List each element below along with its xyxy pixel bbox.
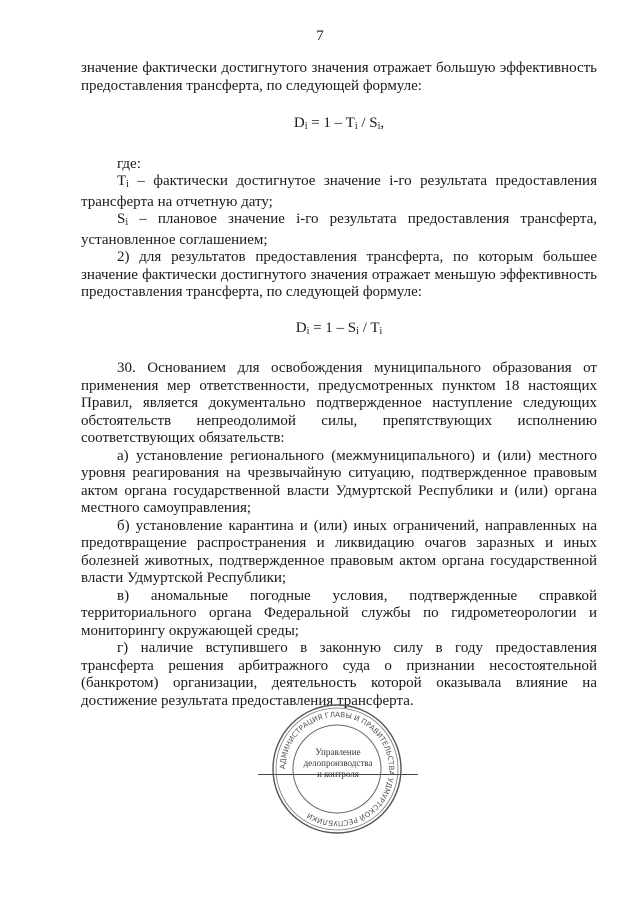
stamp-ring-text: АДМИНИСТРАЦИЯ ГЛАВЫ И ПРАВИТЕЛЬСТВА УДМУРТСКОЙ РЕСПУБЛИКИ — [277, 709, 397, 829]
paragraph-item-2: 2) для результатов предоставления трансферта, по которым большее значение фактически достигнутого значения отражает меньшую эффективность предоставления трансферта, по следующей формуле: — [81, 249, 597, 300]
definition-ti: Ti – фактически достигнутое значение i-го результата предоставления трансферта на отчетную дату; — [81, 173, 597, 210]
paragraph-30-b: б) установление карантина и (или) иных ограничений, направленных на предотвращение распространения и ликвидацию очагов заразных и иных болезней животных, подтвержденное правовым актом органа государственной власти Удмуртской Республики; — [81, 517, 597, 586]
paragraph-30-a: а) установление регионального (межмуниципального) и (или) местного уровня реагирования на чрезвычайную ситуацию, подтвержденное правовым актом органа государственной власти Удмуртской Республики и (или) органа местного самоуправления; — [81, 447, 597, 516]
formula-1: Di = 1 – Ti / Si, — [293, 115, 385, 132]
definition-si: Si – плановое значение i-го результата предоставления трансферта, установленное соглашением; — [81, 211, 597, 248]
paragraph-30-v: в) аномальные погодные условия, подтвержденные справкой территориального органа Федеральной службы по гидрометеорологии и мониторингу окружающей среды; — [81, 587, 597, 639]
document-body — [81, 60, 597, 710]
paragraph-30: 30. Основанием для освобождения муниципального образования от применения мер ответственности, предусмотренных пунктом 18 настоящих Правил, является документально подтвержденное наступление следующих обстоятельств непреодолимой силы, препятствующих исполнению соответствующих обязательств: — [81, 360, 597, 446]
stamp-center: Управление делопроизводства и контроля — [303, 747, 373, 779]
paragraph-continuation: значение фактически достигнутого значения отражает большую эффективность предоставления трансферта, по следующей формуле: — [81, 60, 597, 94]
paragraph-30-g: г) наличие вступившего в законную силу в году предоставления трансферта решения арбитражного суда о признании несостоятельной (банкротом) организации, деятельность которой оказывала влияние на достижение результата предоставления трансферта. — [81, 640, 597, 709]
where-label: где: — [117, 155, 141, 172]
page-number: 7 — [316, 28, 324, 44]
formula-2: Di = 1 – Si / Ti — [295, 319, 383, 337]
